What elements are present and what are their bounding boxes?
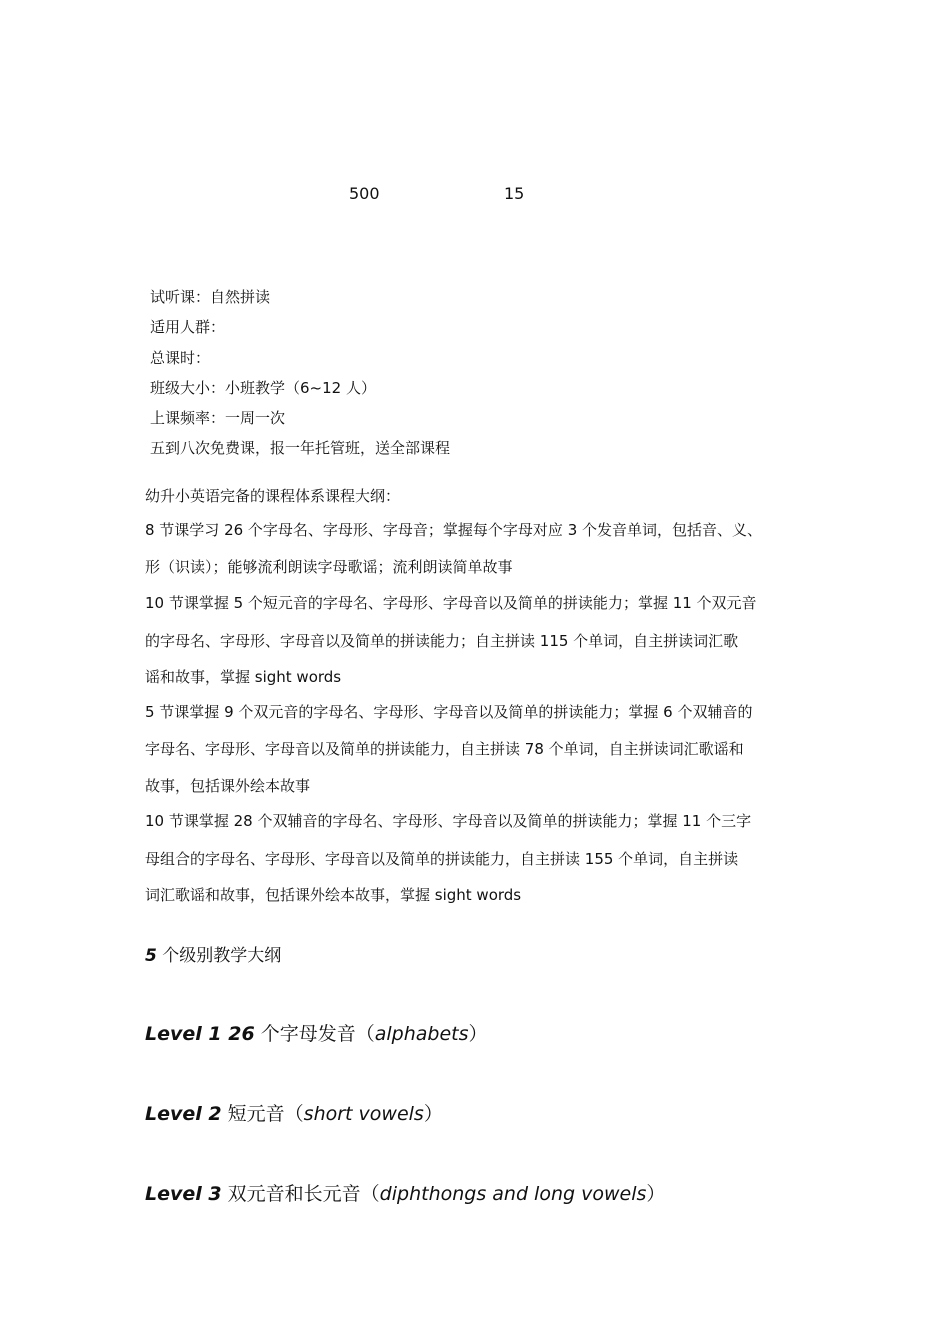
level-3 bbox=[145, 1179, 665, 1206]
level-2-end: ） bbox=[423, 1103, 443, 1125]
outline-line: 5 节课掌握 9 个双元音的字母名、字母形、字母音以及简单的拼读能力；掌握 6 个双辅音的 bbox=[145, 703, 753, 721]
info-frequency: 上课频率：一周一次 bbox=[150, 409, 286, 427]
outline-line: 词汇歌谣和故事，包括课外绘本故事，掌握 sight words bbox=[145, 886, 522, 904]
outline-line: 谣和故事，掌握 sight words bbox=[145, 668, 342, 686]
outline-line: 的字母名、字母形、字母音以及简单的拼读能力；自主拼读 115 个单词，自主拼读词汇歌 bbox=[145, 632, 739, 650]
outline-line: 10 节课掌握 5 个短元音的字母名、字母形、字母音以及简单的拼读能力；掌握 11 个双元音 bbox=[145, 594, 757, 612]
info-class-size: 班级大小：小班教学（6~12 人） bbox=[150, 379, 376, 397]
info-promotion: 五到八次免费课，报一年托管班，送全部课程 bbox=[150, 439, 451, 457]
outline-line: 故事，包括课外绘本故事 bbox=[145, 777, 311, 795]
levels-title-number: 5 bbox=[145, 946, 157, 966]
outline-heading: 幼升小英语完备的课程体系课程大纲： bbox=[145, 487, 401, 505]
outline-line: 形（识读）；能够流利朗读字母歌谣；流利朗读简单故事 bbox=[145, 558, 513, 576]
level-2-cn: 短元音（ bbox=[221, 1103, 304, 1125]
level-1-end: ） bbox=[468, 1023, 488, 1045]
outline-line: 字母名、字母形、字母音以及简单的拼读能力，自主拼读 78 个单词，自主拼读词汇歌谣和 bbox=[145, 740, 744, 758]
level-1-cn: 个字母发音（ bbox=[254, 1023, 375, 1045]
levels-title-text: 个级别教学大纲 bbox=[156, 946, 282, 966]
level-3-end: ） bbox=[646, 1183, 666, 1205]
level-3-label: Level 3 bbox=[145, 1183, 222, 1205]
outline-line: 8 节课学习 26 个字母名、字母形、字母音；掌握每个字母对应 3 个发音单词，包括音、义、 bbox=[145, 521, 763, 539]
header-number-1: 500 bbox=[349, 184, 380, 203]
level-1-label: Level 1 26 bbox=[145, 1023, 255, 1045]
level-2 bbox=[145, 1099, 443, 1126]
level-1-en: alphabets bbox=[374, 1023, 469, 1045]
info-audience: 适用人群： bbox=[150, 318, 226, 336]
info-total-hours: 总课时： bbox=[150, 349, 211, 367]
outline-line: 母组合的字母名、字母形、字母音以及简单的拼读能力，自主拼读 155 个单词，自主拼读 bbox=[145, 850, 739, 868]
header-number-2: 15 bbox=[504, 184, 525, 203]
outline-line: 10 节课掌握 28 个双辅音的字母名、字母形、字母音以及简单的拼读能力；掌握 11 个三字 bbox=[145, 812, 752, 830]
info-trial-class: 试听课：自然拼读 bbox=[150, 288, 271, 306]
level-2-label: Level 2 bbox=[145, 1103, 222, 1125]
level-3-en: diphthongs and long vowels bbox=[379, 1183, 647, 1205]
level-3-cn: 双元音和长元音（ bbox=[221, 1183, 380, 1205]
levels-title bbox=[145, 941, 281, 966]
level-1 bbox=[145, 1019, 488, 1046]
level-2-en: short vowels bbox=[303, 1103, 424, 1125]
